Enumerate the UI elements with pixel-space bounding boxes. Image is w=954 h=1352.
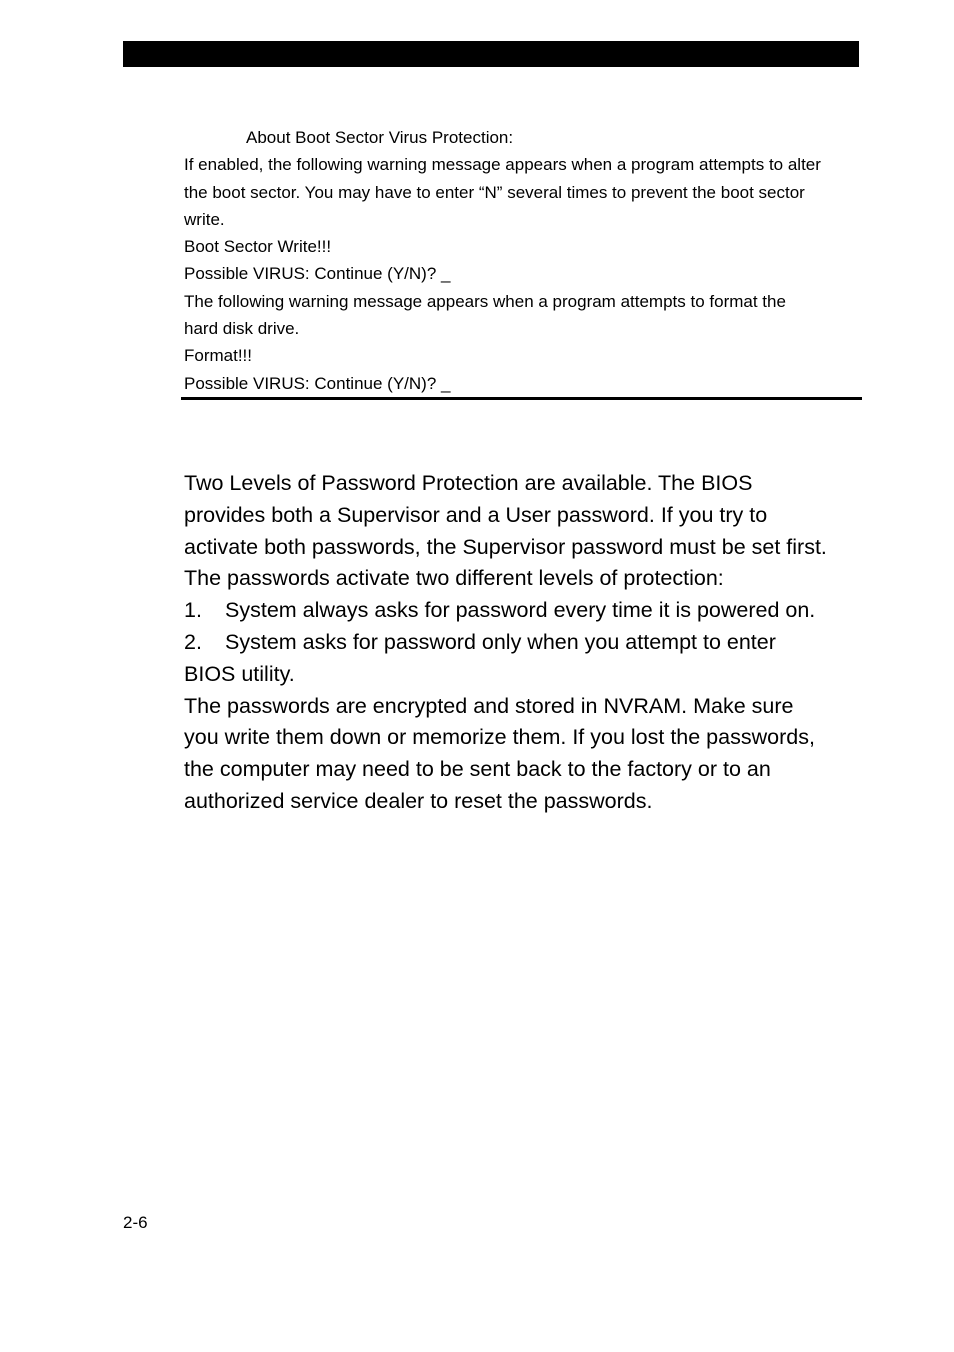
header-bar — [123, 41, 859, 67]
note-box — [184, 124, 862, 397]
note-line: If enabled, the following warning message appears when a program attempts to alter — [184, 155, 821, 175]
note-line: the boot sector. You may have to enter “N” several times to prevent the boot sector — [184, 182, 805, 202]
note-line: Boot Sector Write!!! — [184, 237, 332, 257]
list-text: System asks for password only when you attempt to enter — [225, 629, 776, 654]
body-line: Two Levels of Password Protection are available. The BIOS — [184, 471, 753, 495]
list-number: 2. — [184, 629, 202, 654]
note-divider — [181, 397, 862, 400]
list-item — [184, 595, 874, 627]
body-line: The passwords are encrypted and stored in NVRAM. Make sure — [184, 693, 794, 718]
list-text: System always asks for password every time it is powered on. — [225, 598, 816, 623]
note-line: Format!!! — [184, 346, 253, 366]
body-line: BIOS utility. — [184, 661, 295, 686]
body-line: the computer may need to be sent back to the factory or to an — [184, 757, 771, 782]
note-line: Possible VIRUS: Continue (Y/N)? _ — [184, 264, 451, 284]
body-line: you write them down or memorize them. If you lost the passwords, — [184, 725, 815, 750]
note-title: About Boot Sector Virus Protection: — [246, 128, 514, 147]
note-line: hard disk drive. — [184, 319, 300, 339]
note-line: write. — [184, 209, 225, 229]
note-line: The following warning message appears when a program attempts to format the — [184, 291, 786, 311]
body-line: provides both a Supervisor and a User password. If you try to — [184, 502, 768, 527]
body-line: The passwords activate two different levels of protection: — [184, 566, 724, 591]
note-line: Possible VIRUS: Continue (Y/N)? _ — [184, 373, 451, 393]
body-line: authorized service dealer to reset the passwords. — [184, 788, 653, 813]
body-line: activate both passwords, the Supervisor password must be set first. — [184, 534, 827, 559]
list-item — [184, 627, 874, 659]
list-number: 1. — [184, 598, 202, 623]
page-number: 2-6 — [123, 1213, 148, 1232]
password-section — [184, 468, 874, 818]
